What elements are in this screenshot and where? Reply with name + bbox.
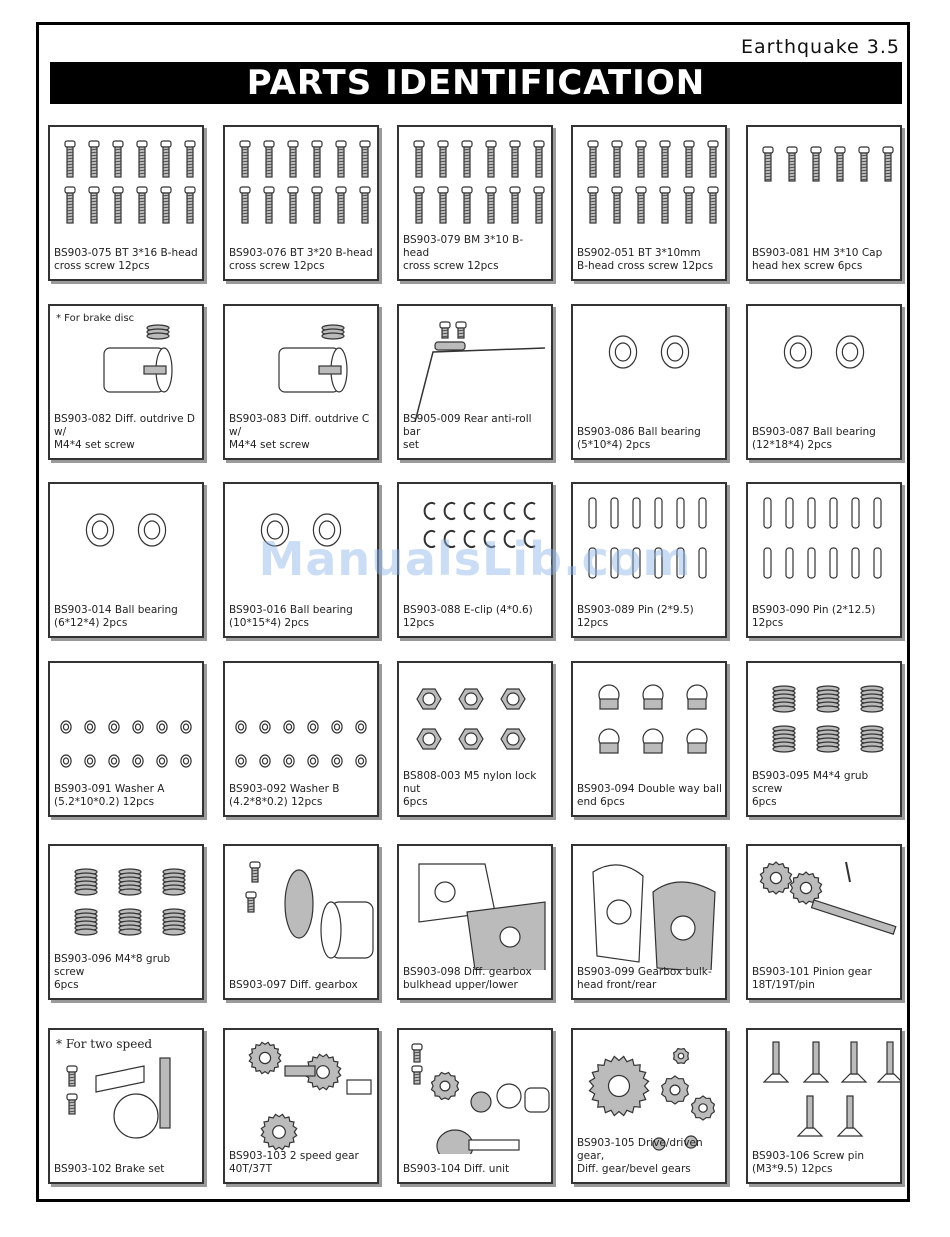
- part-note: * For two speed: [56, 1037, 153, 1051]
- pinion-gear-icon: [754, 852, 900, 970]
- part-caption: BS903-097 Diff. gearbox: [229, 979, 358, 991]
- part-card: [397, 125, 553, 281]
- part-card: [571, 1028, 727, 1184]
- bearing-icon: [579, 312, 725, 430]
- part-caption: BS903-086 Ball bearing (5*10*4) 2pcs: [577, 426, 701, 451]
- part-caption: BS903-099 Gearbox bulk- head front/rear: [577, 966, 712, 991]
- washer-icon: [56, 669, 202, 787]
- two-speed-gear-icon: [231, 1036, 377, 1154]
- screw-pin-icon: [754, 1036, 900, 1154]
- part-card: [397, 844, 553, 1000]
- cap-screw-icon: [754, 133, 900, 251]
- part-caption: BS903-098 Diff. gearbox bulkhead upper/lower: [403, 966, 532, 991]
- part-caption: BS903-089 Pin (2*9.5) 12pcs: [577, 604, 694, 629]
- part-caption: BS905-009 Rear anti-roll bar set: [403, 413, 532, 451]
- ball-end-icon: [579, 669, 725, 787]
- brake-set-icon: [56, 1036, 202, 1154]
- part-caption: BS903-096 M4*8 grub screw 6pcs: [54, 953, 171, 991]
- part-card: [48, 125, 204, 281]
- part-card: [48, 1028, 204, 1184]
- part-caption: BS903-094 Double way ball end 6pcs: [577, 783, 722, 808]
- part-caption: BS903-082 Diff. outdrive D w/ M4*4 set screw: [54, 413, 195, 451]
- part-caption: BS903-101 Pinion gear 18T/19T/pin: [752, 966, 872, 991]
- diff-gearbox-icon: [231, 852, 377, 970]
- bearing-icon: [754, 312, 900, 430]
- part-card: [746, 661, 902, 817]
- part-caption: BS903-102 Brake set: [54, 1163, 165, 1175]
- part-card: [223, 1028, 379, 1184]
- part-caption: BS903-090 Pin (2*12.5) 12pcs: [752, 604, 876, 629]
- part-caption: BS808-003 M5 nylon lock nut 6pcs: [403, 770, 537, 808]
- part-caption: BS903-091 Washer A (5.2*10*0.2) 12pcs: [54, 783, 165, 808]
- part-card: [223, 661, 379, 817]
- part-card: [48, 661, 204, 817]
- part-caption: BS903-105 Drive/driven gear, Diff. gear/bevel gears: [577, 1137, 703, 1175]
- part-caption: BS903-081 HM 3*10 Cap head hex screw 6pcs: [752, 247, 883, 272]
- washer-icon: [231, 669, 377, 787]
- part-caption: BS903-103 2 speed gear 40T/37T: [229, 1150, 359, 1175]
- part-card: [48, 844, 204, 1000]
- part-card: [746, 1028, 902, 1184]
- part-card: [571, 304, 727, 460]
- part-card: [223, 304, 379, 460]
- part-caption: BS903-106 Screw pin (M3*9.5) 12pcs: [752, 1150, 865, 1175]
- part-caption: BS903-079 BM 3*10 B-head cross screw 12pcs: [403, 234, 524, 272]
- part-caption: BS903-087 Ball bearing (12*18*4) 2pcs: [752, 426, 876, 451]
- part-card: [746, 125, 902, 281]
- diff-unit-icon: [405, 1036, 551, 1154]
- part-caption: BS903-092 Washer B (4.2*8*0.2) 12pcs: [229, 783, 340, 808]
- part-card: [571, 125, 727, 281]
- gearbox-bulkhead-icon: [579, 852, 725, 970]
- part-caption: BS902-051 BT 3*10mm B-head cross screw 12pcs: [577, 247, 714, 272]
- part-caption: BS903-075 BT 3*16 B-head cross screw 12pcs: [54, 247, 198, 272]
- part-note: * For brake disc: [56, 313, 135, 324]
- part-card: [223, 844, 379, 1000]
- part-caption: BS903-016 Ball bearing (10*15*4) 2pcs: [229, 604, 353, 629]
- part-card: [571, 844, 727, 1000]
- part-caption: BS903-083 Diff. outdrive C w/ M4*4 set screw: [229, 413, 370, 451]
- part-caption: BS903-076 BT 3*20 B-head cross screw 12pcs: [229, 247, 373, 272]
- part-card: [397, 304, 553, 460]
- screw-set-icon: [231, 133, 377, 251]
- screw-set-icon: [579, 133, 725, 251]
- bulkhead-icon: [405, 852, 551, 970]
- part-card: [223, 125, 379, 281]
- model-name: Earthquake 3.5: [741, 36, 900, 58]
- part-card: [746, 304, 902, 460]
- screw-set-icon: [56, 133, 202, 251]
- part-card: [746, 844, 902, 1000]
- part-caption: BS903-088 E-clip (4*0.6) 12pcs: [403, 604, 533, 629]
- part-card: [397, 1028, 553, 1184]
- part-caption: BS903-095 M4*4 grub screw 6pcs: [752, 770, 869, 808]
- part-card: [571, 661, 727, 817]
- part-card: [397, 661, 553, 817]
- part-card: [48, 304, 204, 460]
- watermark: ManualsLib.com: [258, 532, 692, 586]
- page-title: PARTS IDENTIFICATION: [50, 62, 902, 104]
- part-caption: BS903-014 Ball bearing (6*12*4) 2pcs: [54, 604, 178, 629]
- part-caption: BS903-104 Diff. unit: [403, 1163, 510, 1175]
